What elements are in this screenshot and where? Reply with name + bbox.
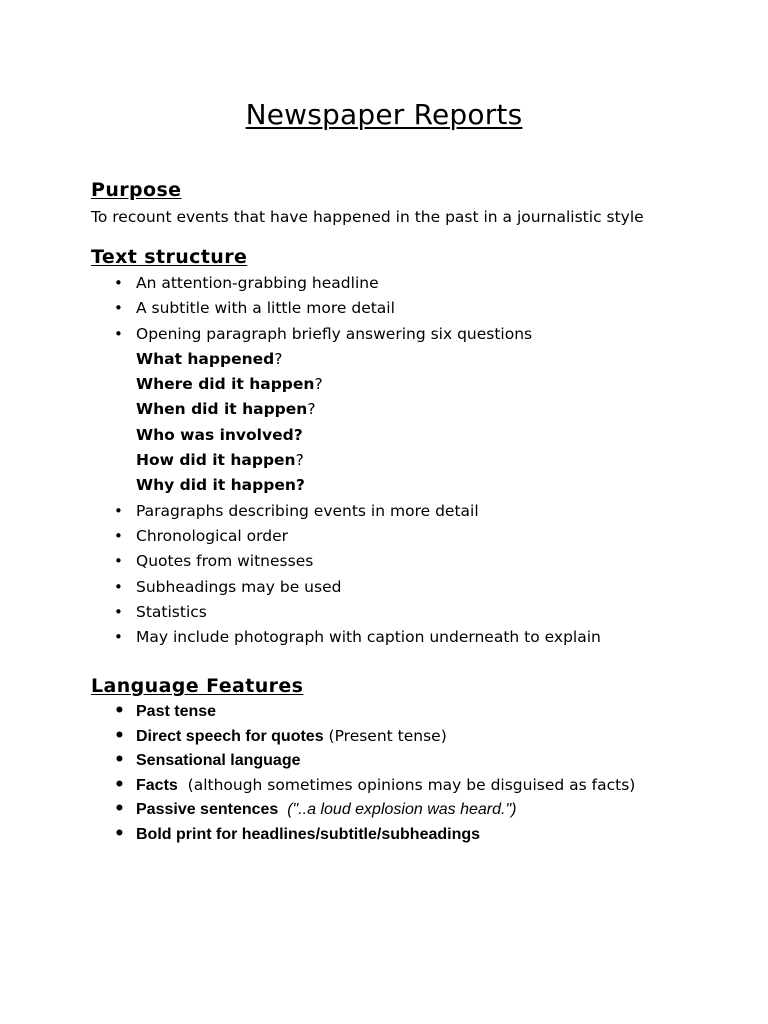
list-item: [0, 724, 635, 749]
question-item: [0, 423, 601, 448]
language-features-list: [0, 699, 635, 846]
question-text: When did it happen: [136, 400, 308, 419]
list-item: • An attention-grabbing headline: [0, 271, 601, 296]
feature-bold-text: Bold print for headlines/subtitle/subheadings: [136, 825, 481, 843]
list-item: • Statistics: [0, 600, 601, 625]
feature-bold-text: Facts: [136, 776, 178, 794]
list-item: [0, 773, 635, 798]
question-mark: ?: [274, 349, 283, 368]
feature-note: (although sometimes opinions may be disguised as facts): [177, 775, 636, 794]
text-structure-list: [0, 271, 601, 650]
question-item: [0, 347, 601, 372]
list-item: • Opening paragraph briefly answering six questions: [0, 322, 601, 347]
list-item: • May include photograph with caption underneath to explain: [0, 625, 601, 650]
list-item: • Quotes from witnesses: [0, 549, 601, 574]
list-item: [0, 822, 635, 847]
question-mark: ?: [307, 400, 316, 419]
question-mark: ?: [293, 425, 303, 444]
question-item: [0, 397, 601, 422]
question-text: Who was involved: [136, 425, 294, 444]
feature-example: ("..a loud explosion was heard."): [278, 801, 517, 818]
list-item: [0, 748, 635, 773]
list-item: [0, 797, 635, 822]
feature-bold-text: Direct speech for quotes: [136, 727, 324, 745]
question-mark: ?: [295, 451, 304, 470]
question-text: Where did it happen: [136, 375, 315, 394]
list-item: • A subtitle with a little more detail: [0, 296, 601, 321]
question-item: [0, 473, 601, 498]
feature-bold-text: Past tense: [136, 703, 217, 720]
page-title: Newspaper Reports: [245, 98, 523, 131]
language-features-heading: Language Features: [91, 675, 304, 697]
question-text: What happened: [136, 349, 275, 368]
question-item: [0, 448, 601, 473]
purpose-text: To recount events that have happened in the past in a journalistic style: [91, 208, 644, 226]
feature-bold-text: Passive sentences: [136, 801, 279, 818]
list-item: • Paragraphs describing events in more detail: [0, 499, 601, 524]
question-text: Why did it happen: [136, 476, 296, 495]
feature-note: (Present tense): [323, 726, 447, 745]
purpose-heading: Purpose: [91, 179, 182, 201]
question-mark: ?: [314, 375, 323, 394]
question-item: [0, 372, 601, 397]
question-text: How did it happen: [136, 451, 296, 470]
list-item: [0, 699, 635, 724]
list-item: • Chronological order: [0, 524, 601, 549]
question-mark: ?: [295, 476, 305, 495]
list-item: • Subheadings may be used: [0, 575, 601, 600]
feature-bold-text: Sensational language: [136, 752, 301, 769]
text-structure-heading: Text structure: [91, 246, 248, 268]
